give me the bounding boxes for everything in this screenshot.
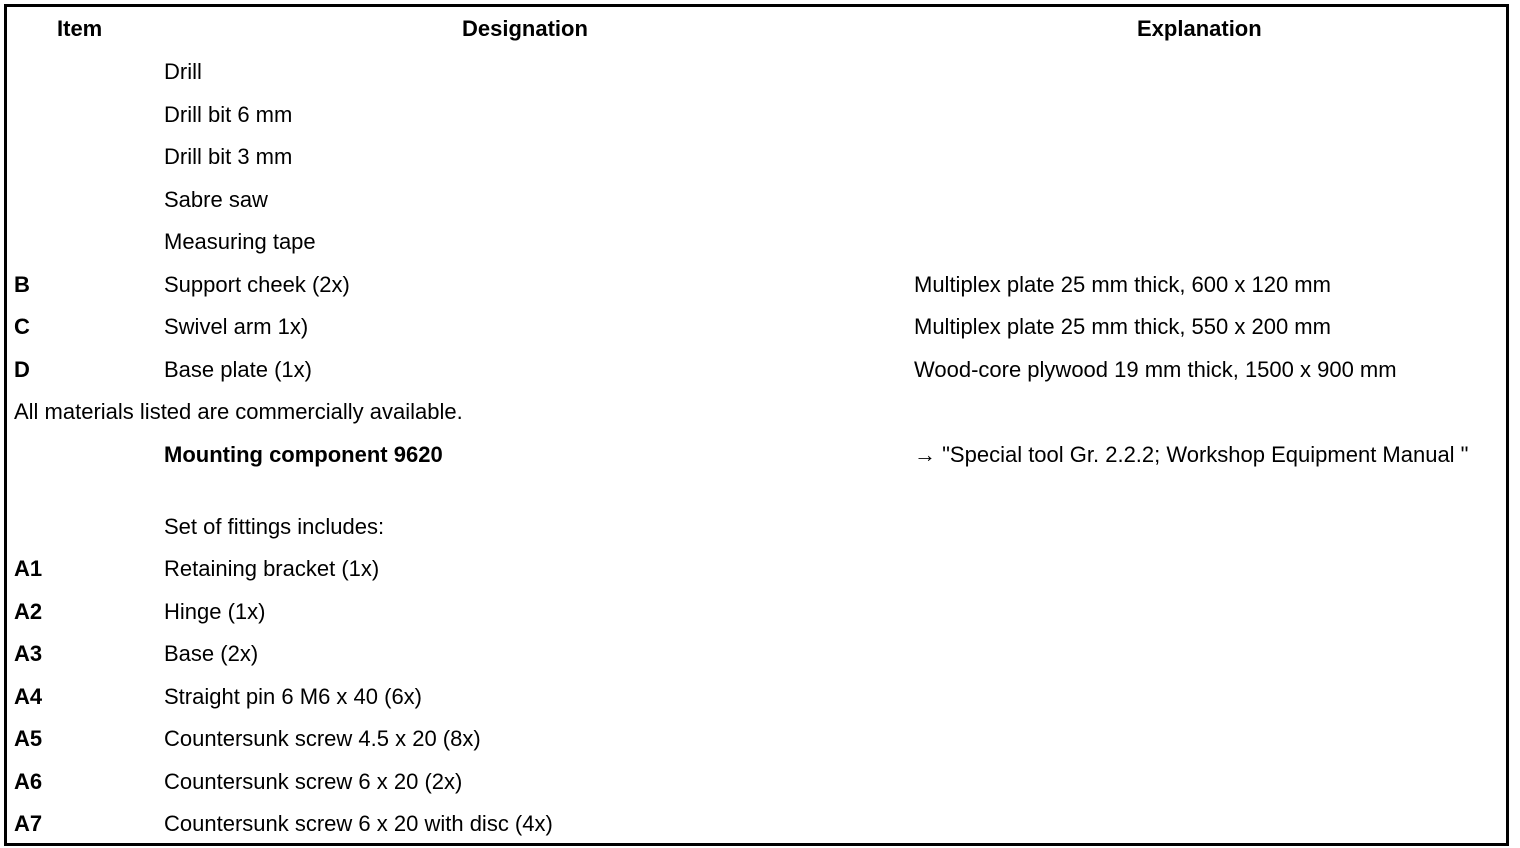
fitting-designation: Base (2x) — [164, 641, 259, 666]
fitting-designation: Retaining bracket (1x) — [164, 556, 380, 581]
table-row — [7, 801, 1506, 844]
row-designation: Measuring tape — [164, 229, 316, 254]
row-explanation: Wood-core plywood 19 mm thick, 1500 x 900 mm — [914, 356, 1397, 382]
table-row — [7, 134, 1506, 177]
table-row — [7, 262, 1506, 305]
fitting-item: A6 — [14, 768, 43, 794]
table-row — [7, 589, 1506, 632]
row-designation: Swivel arm 1x) — [164, 314, 309, 339]
table-row — [7, 631, 1506, 674]
mounting-designation: Mounting component 9620 — [164, 441, 443, 467]
table-row — [7, 92, 1506, 135]
fitting-designation: Countersunk screw 4.5 x 20 (8x) — [164, 726, 481, 751]
mounting-row — [7, 432, 1506, 504]
fitting-designation: Hinge (1x) — [164, 598, 266, 624]
row-designation: Drill — [164, 59, 202, 84]
row-designation: Drill bit 3 mm — [164, 144, 293, 169]
fitting-item: A2 — [14, 598, 43, 624]
row-explanation: Multiplex plate 25 mm thick, 550 x 200 mm — [914, 314, 1331, 339]
fitting-item: A1 — [14, 556, 43, 581]
row-item: D — [14, 356, 30, 382]
row-explanation: Multiplex plate 25 mm thick, 600 x 120 mm — [914, 271, 1331, 297]
fittings-intro-row — [7, 504, 1506, 547]
row-designation: Base plate (1x) — [164, 356, 312, 382]
fitting-item: A7 — [14, 811, 43, 836]
fitting-designation: Countersunk screw 6 x 20 with disc (4x) — [164, 811, 553, 836]
table-row — [7, 674, 1506, 717]
table-row — [7, 716, 1506, 759]
row-designation: Drill bit 6 mm — [164, 101, 293, 127]
table-header — [7, 7, 1506, 49]
row-item: C — [14, 314, 30, 339]
fittings-intro: Set of fittings includes: — [164, 513, 385, 539]
row-item: B — [14, 271, 30, 297]
table-row — [7, 304, 1506, 347]
parts-table — [4, 4, 1509, 846]
table-row — [7, 546, 1506, 589]
header-designation: Designation — [462, 16, 588, 41]
table-row — [7, 347, 1506, 390]
fitting-designation: Straight pin 6 M6 x 40 (6x) — [164, 683, 423, 709]
table-body — [7, 49, 1506, 844]
table-row — [7, 219, 1506, 262]
fitting-item: A3 — [14, 641, 43, 666]
table-row — [7, 759, 1506, 802]
fitting-designation: Countersunk screw 6 x 20 (2x) — [164, 768, 463, 794]
row-designation: Support cheek (2x) — [164, 271, 350, 297]
table-row — [7, 177, 1506, 220]
header-explanation: Explanation — [1137, 16, 1262, 41]
availability-note: All materials listed are commercially available. — [14, 399, 463, 424]
fitting-item: A4 — [14, 683, 43, 709]
fitting-item: A5 — [14, 726, 43, 751]
mounting-explanation: → "Special tool Gr. 2.2.2; Workshop Equipment Manual " — [914, 441, 1469, 467]
row-designation: Sabre saw — [164, 186, 268, 212]
note-row — [7, 389, 1506, 432]
header-item: Item — [57, 16, 103, 41]
table-row — [7, 49, 1506, 92]
